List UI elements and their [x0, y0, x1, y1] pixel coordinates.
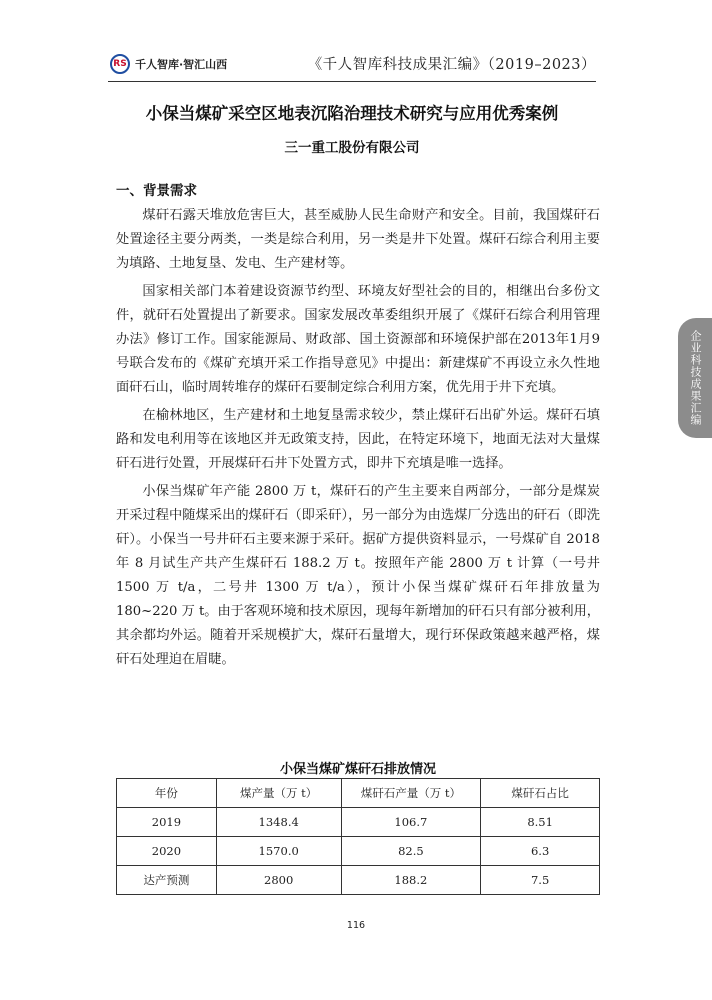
document-title: 小保当煤矿采空区地表沉陷治理技术研究与应用优秀案例 [145, 104, 559, 123]
table-header-cell: 煤矸石产量（万 t） [341, 779, 481, 808]
side-tab [678, 318, 712, 438]
table-cell: 188.2 [341, 866, 481, 895]
paragraph: 在榆林地区，生产建材和土地复垦需求较少，禁止煤矸石出矿外运。煤矸石填路和发电利用等在该地区并无政策支持，因此，在特定环境下，地面无法对大量煤矸石进行处置，开展煤矸石井下处置方式，即井下充填是唯一选择。 [116, 408, 600, 471]
side-tab-label: 企业科技成果汇编 [689, 330, 702, 426]
table-row [117, 808, 600, 837]
header-title: 《千人智库科技成果汇编》（2019–2023） [307, 57, 596, 73]
emission-table [116, 778, 600, 895]
page-number: 116 [346, 920, 366, 931]
table-cell: 6.3 [481, 837, 600, 866]
table-cell: 106.7 [341, 808, 481, 837]
logo-text: 千人智库·智汇山西 [135, 58, 228, 71]
table-cell: 2020 [117, 837, 217, 866]
table-cell: 1570.0 [216, 837, 341, 866]
table-cell: 8.51 [481, 808, 600, 837]
logo [110, 53, 227, 75]
logo-icon: RS [110, 54, 130, 74]
table-cell: 2800 [216, 866, 341, 895]
table-row [117, 866, 600, 895]
page-header [108, 47, 596, 82]
table-header-cell: 煤产量（万 t） [216, 779, 341, 808]
table-cell: 达产预测 [117, 866, 217, 895]
section-heading: 一、背景需求 [116, 183, 197, 199]
table-header-cell: 年份 [117, 779, 217, 808]
paragraph: 国家相关部门本着建设资源节约型、环境友好型社会的目的，相继出台多份文件，就矸石处置提出了新要求。国家发展改革委组织开展了《煤矸石综合利用管理办法》修订工作。国家能源局、财政部、国土资源部和环境保护部在2013年1月9号联合发布的《煤矿充填开采工作指导意见》中提出：新建煤矿不再设立永久性地面矸石山，临时周转堆存的煤矸石要制定综合利用方案，优先用于井下充填。 [116, 284, 600, 395]
table-caption: 小保当煤矿煤矸石排放情况 [279, 762, 436, 777]
table-header-cell: 煤矸石占比 [481, 779, 600, 808]
table-header-row [117, 779, 600, 808]
table-cell: 2019 [117, 808, 217, 837]
table-cell: 82.5 [341, 837, 481, 866]
paragraph: 煤矸石露天堆放危害巨大，甚至威胁人民生命财产和安全。目前，我国煤矸石处置途径主要分两类，一类是综合利用，另一类是井下处置。煤矸石综合利用主要为填路、土地复垦、发电、生产建材等。 [116, 208, 600, 271]
company-name: 三一重工股份有限公司 [284, 140, 420, 156]
table-cell: 7.5 [481, 866, 600, 895]
table-cell: 1348.4 [216, 808, 341, 837]
table-row [117, 837, 600, 866]
body-text [116, 204, 600, 676]
paragraph: 小保当煤矿年产能 2800 万 t，煤矸石的产生主要来自两部分，一部分是煤炭开采过程中随煤采出的煤矸石（即采矸），另一部分为由选煤厂分选出的矸石（即洗矸）。小保当一号井矸石主要来源于采矸。据矿方提供资料显示，一号煤矿自 2018 年 8 月试生产共产生煤矸石 188.2 万 t。按照年产能 2800 万 t 计算（一号井 1500 万 t/a，二号井 1300 万 t/a），预计小保当煤矿煤矸石年排放量为 180~220 万 t。由于客观环境和技术原因，现每年新增加的矸石只有部分被利用，其余都均外运。随着开采规模扩大，煤矸石量增大，现行环保政策越来越严格，煤矸石处理迫在眉睫。 [116, 484, 600, 667]
